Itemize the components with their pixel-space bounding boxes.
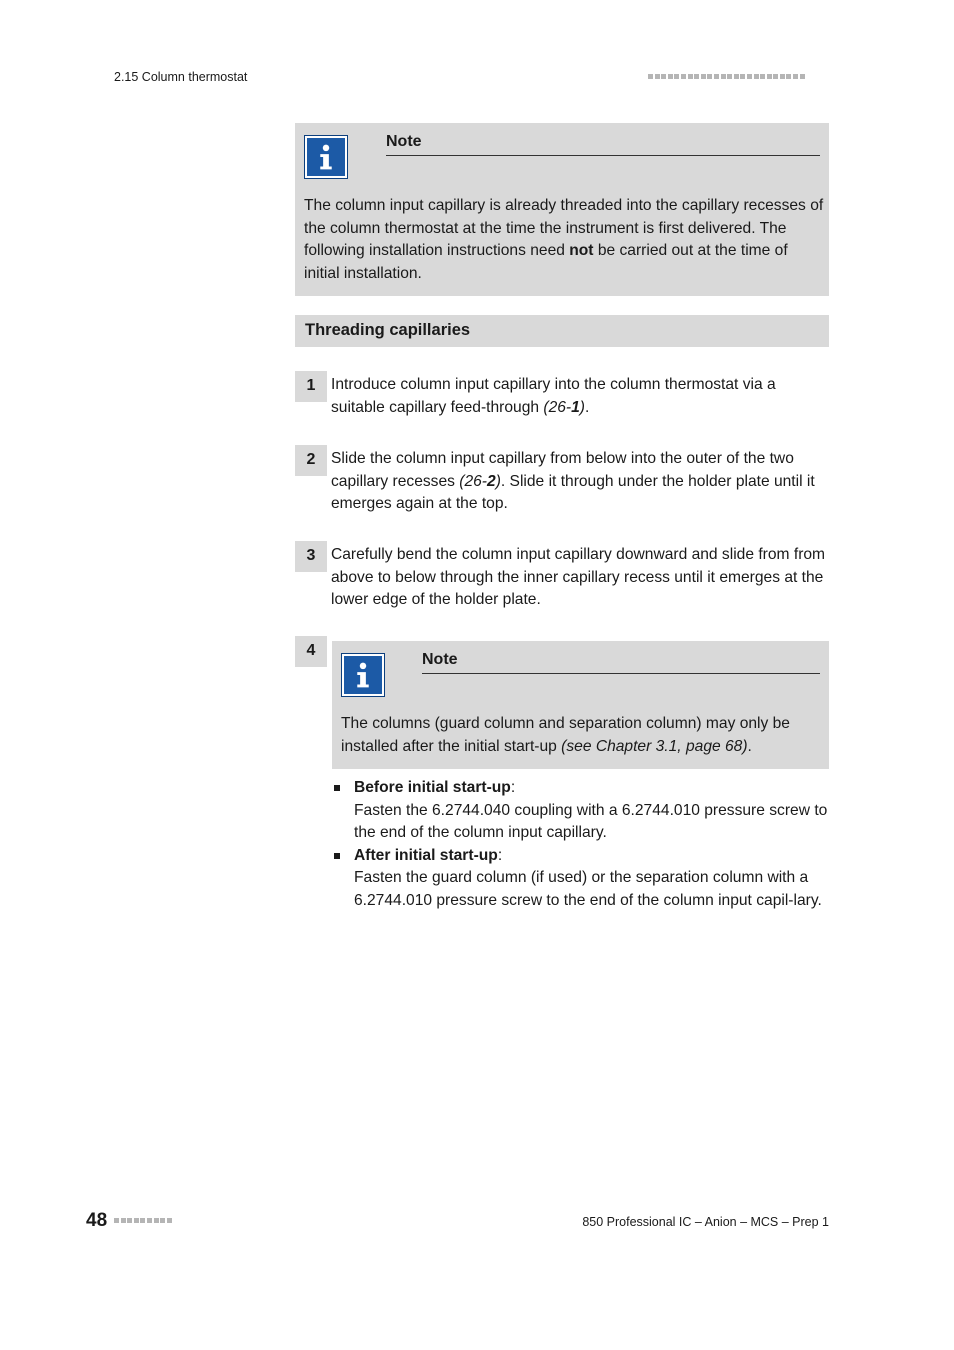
step-text-1 (331, 374, 831, 419)
step-text-part: . Slide it through under the holder plate until it emerges again at the top. (331, 472, 815, 512)
note-title-rule (386, 155, 820, 156)
footer-dot-marker (114, 1218, 172, 1223)
note-text-part: The column input capillary is already threaded into the capillary recesses of the column thermostat at the time the instrument is first delivered. The following installation instructions need (304, 197, 824, 259)
page-number: 48 (86, 1210, 108, 1231)
step-number-2: 2 (295, 445, 327, 476)
figure-reference: (26-2) (459, 472, 501, 490)
step-number-3: 3 (295, 541, 327, 572)
bullet-square-icon (334, 853, 340, 859)
section-heading-threading-capillaries: Threading capillaries (295, 315, 829, 347)
step-text-3: Carefully bend the column input capillary downward and slide from from above to below through the inner capillary recess until it emerges at the lower edge of the holder plate. (331, 546, 826, 608)
note-text-part: be carried out at the time of initial installation. (304, 242, 788, 282)
footer-product-name: 850 Professional IC – Anion – MCS – Prep 1 (582, 1215, 829, 1229)
info-icon (341, 653, 385, 697)
step-4-bullet-list (332, 777, 830, 912)
info-icon (304, 135, 348, 179)
note-text (341, 713, 826, 758)
note-box-top (295, 123, 829, 296)
note-title: Note (386, 133, 422, 150)
header-dot-marker (648, 74, 805, 79)
step-number-1: 1 (295, 371, 327, 402)
note-title-rule (422, 673, 820, 674)
step-text-part: . (585, 398, 590, 416)
note-box-step-4 (332, 641, 829, 769)
bullet-text: Fasten the guard column (if used) or the separation column with a 6.2744.010 pressure screw to the end of the column input capil-lary. (354, 869, 822, 909)
step-text-part: Slide the column input capillary from below into the outer of the two capillary recesses (331, 450, 794, 490)
step-text-part: Introduce column input capillary into the column thermostat via a suitable capillary feed-through (331, 376, 776, 416)
chapter-reference: (see Chapter 3.1, page 68) (561, 737, 748, 755)
note-text-part: The columns (guard column and separation column) may only be installed after the initial start-up (341, 715, 790, 755)
note-text-emphasis: not (569, 242, 594, 259)
bullet-colon: : (510, 779, 516, 796)
note-title: Note (422, 651, 458, 668)
figure-reference: (26-1) (543, 398, 585, 416)
bullet-label: After initial start-up (354, 846, 498, 864)
step-number-4: 4 (295, 636, 327, 667)
running-header-section: 2.15 Column thermostat (114, 70, 248, 84)
bullet-colon: : (497, 846, 503, 864)
bullet-label: Before initial start-up (354, 779, 511, 796)
list-item (332, 777, 830, 845)
bullet-text: Fasten the 6.2744.040 coupling with a 6.2744.010 pressure screw to the end of the column input capillary. (354, 801, 828, 841)
list-item (332, 845, 830, 913)
note-text (304, 195, 824, 285)
note-text-part: . (747, 737, 752, 755)
bullet-square-icon (334, 785, 340, 791)
step-text-2 (331, 448, 831, 516)
